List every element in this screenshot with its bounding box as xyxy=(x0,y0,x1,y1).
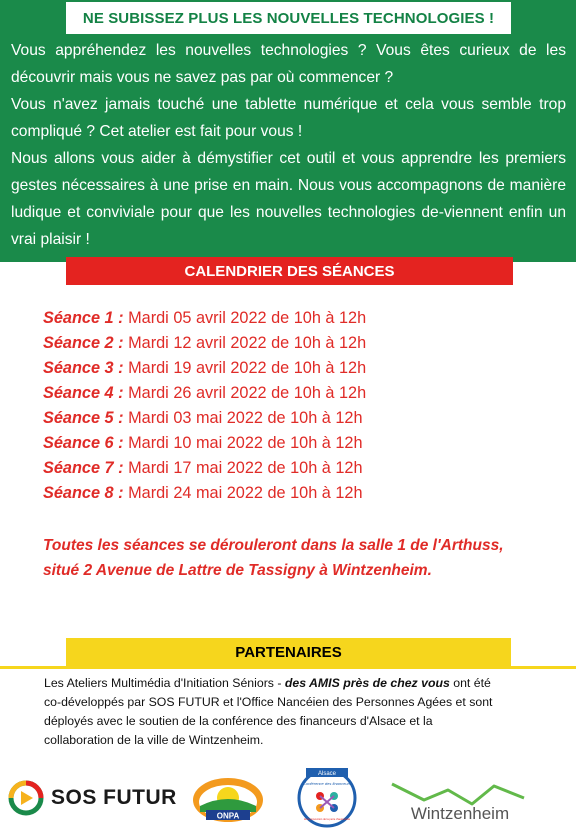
calendar-heading xyxy=(66,257,513,285)
conference-financeurs-emblem-icon xyxy=(292,766,362,828)
session-date: Mardi 03 mai 2022 de 10h à 12h xyxy=(123,409,363,427)
partners-heading xyxy=(66,638,511,666)
onpa-emblem-icon xyxy=(190,772,266,824)
session-date: Mardi 17 mai 2022 de 10h à 12h xyxy=(123,459,363,477)
cdf-region: Alsace xyxy=(317,771,337,777)
sos-futur-icon xyxy=(8,780,44,816)
session-date: Mardi 19 avril 2022 de 10h à 12h xyxy=(123,359,367,377)
session-label: Séance 4 : xyxy=(43,384,124,402)
wintzenheim-name: Wintzenheim xyxy=(410,804,510,823)
session-label: Séance 7 : xyxy=(43,459,124,477)
intro-paragraph-2: Vous n'avez jamais touché une tablette numérique et cela vous semble trop compliqué ? Cet atelier est fait pour vous ! xyxy=(11,96,566,140)
intro-paragraph-3: Nous allons vous aider à démystifier cet outil et vous apprendre les premiers gestes nécessaires à une prise en main. Nous vous accompagnons de manière ludique et conviviale pour que les nouvelles technologies de-viennent enfin un vrai plaisir ! xyxy=(11,150,566,248)
session-date: Mardi 05 avril 2022 de 10h à 12h xyxy=(123,309,367,327)
partners-line-3: déployés avec le soutien de la conférence des financeurs d'Alsace et la xyxy=(44,714,433,728)
partners-program-name: des AMIS près de chez vous xyxy=(284,676,450,690)
sos-futur-name: SOS FUTUR xyxy=(51,786,177,809)
session-list xyxy=(43,306,366,506)
conference-financeurs-logo xyxy=(292,766,362,833)
intro-text xyxy=(11,37,566,253)
partners-text xyxy=(44,674,544,750)
wintzenheim-logo xyxy=(390,774,530,829)
location-note-line-2: situé 2 Avenue de Lattre de Tassigny à Wintzenheim. xyxy=(43,562,432,579)
location-note xyxy=(43,533,563,583)
location-note-line-1: Toutes les séances se dérouleront dans la salle 1 de l'Arthuss, xyxy=(43,537,504,554)
session-item xyxy=(43,406,366,431)
calendar-title: CALENDRIER DES SÉANCES xyxy=(184,262,395,280)
intro-banner xyxy=(0,0,576,262)
wintzenheim-mountain-icon xyxy=(390,774,530,824)
session-item xyxy=(43,331,366,356)
session-label: Séance 1 : xyxy=(43,309,124,327)
onpa-logo xyxy=(190,772,266,829)
intro-paragraph-1: Vous appréhendez les nouvelles technologies ? Vous êtes curieux de les découvrir mais vous ne savez pas par où commencer ? xyxy=(11,42,566,86)
partners-line-1a: Les Ateliers Multimédia d'Initiation Séniors - xyxy=(44,676,285,690)
onpa-label: ONPA xyxy=(216,811,240,821)
title-box xyxy=(66,2,511,34)
partners-line-2: co-développés par SOS FUTUR et l'Office Nancéien des Personnes Agées et sont xyxy=(44,695,493,709)
partner-logos xyxy=(0,758,576,828)
partners-line-4: collaboration de la ville de Wintzenheim. xyxy=(44,733,264,747)
session-date: Mardi 10 mai 2022 de 10h à 12h xyxy=(123,434,363,452)
session-date: Mardi 26 avril 2022 de 10h à 12h xyxy=(123,384,367,402)
partners-line-1 xyxy=(44,674,544,693)
session-label: Séance 2 : xyxy=(43,334,124,352)
session-item xyxy=(43,381,366,406)
session-item xyxy=(43,356,366,381)
session-item xyxy=(43,456,366,481)
session-label: Séance 5 : xyxy=(43,409,124,427)
session-label: Séance 3 : xyxy=(43,359,124,377)
session-item xyxy=(43,481,366,506)
partners-title: PARTENAIRES xyxy=(235,643,342,661)
sos-futur-logo xyxy=(8,780,177,816)
session-label: Séance 8 : xyxy=(43,484,124,502)
divider xyxy=(0,666,576,669)
cdf-name: Conférence des financeurs xyxy=(303,781,351,786)
page-title: NE SUBISSEZ PLUS LES NOUVELLES TECHNOLOGIES ! xyxy=(82,9,495,27)
session-date: Mardi 12 avril 2022 de 10h à 12h xyxy=(123,334,367,352)
session-label: Séance 6 : xyxy=(43,434,124,452)
cdf-subtitle: de la prévention de la perte d'autonomie xyxy=(303,818,351,821)
session-date: Mardi 24 mai 2022 de 10h à 12h xyxy=(123,484,363,502)
session-item xyxy=(43,306,366,331)
partners-line-1c: ont été xyxy=(449,676,491,690)
session-item xyxy=(43,431,366,456)
